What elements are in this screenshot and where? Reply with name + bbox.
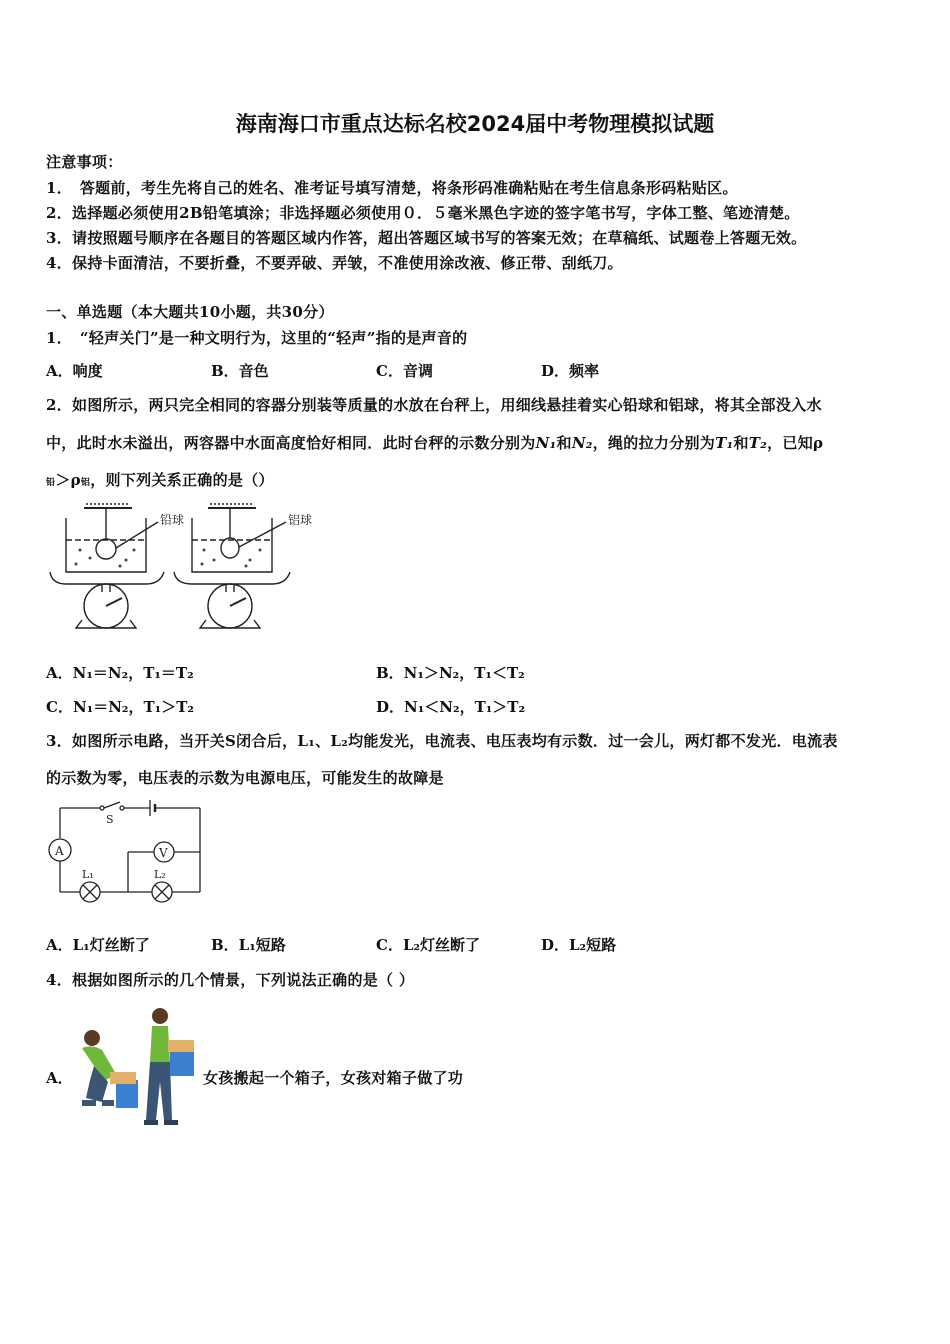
notice-item-1: 1． 答题前，考生先将自己的姓名、准考证号填写清楚，将条形码准确粘贴在考生信息条形码粘贴区。 (46, 179, 738, 197)
q2-line2 (46, 432, 823, 453)
q2-option-c: C．N₁＝N₂，T₁＞T₂ (46, 698, 194, 716)
q2-line1: 2．如图所示，两只完全相同的容器分别装等质量的水放在台秤上，用细线悬挂着实心铅球和铝球，将其全部没入水 (46, 396, 822, 414)
ammeter-label: A (55, 844, 64, 858)
q2-line2-c: ，绳的拉力分别为 (592, 434, 716, 452)
q3-option-d: D．L₂短路 (541, 936, 617, 954)
q3-option-b: B．L₁短路 (211, 936, 286, 954)
q2-line2-e: ，已知ρ (767, 434, 824, 452)
notice-item-3: 3．请按照题号顺序在各题目的答题区域内作答，超出答题区域书写的答案无效；在草稿纸、试题卷上答题无效。 (46, 229, 807, 247)
section-heading: 一、单选题（本大题共10小题，共30分） (46, 303, 334, 321)
switch-label: S (106, 813, 114, 826)
q2-option-b: B．N₁＞N₂，T₁＜T₂ (376, 664, 525, 682)
notice-heading: 注意事项： (46, 153, 123, 171)
q3-circuit-diagram (44, 798, 209, 906)
q3-line1: 3．如图所示电路，当开关S闭合后，L₁、L₂均能发光，电流表、电压表均有示数．过一会儿，两灯都不发光．电流表 (46, 732, 838, 750)
q3-option-a: A．L₁灯丝断了 (46, 936, 150, 954)
label-lead-ball: 铅球 (160, 513, 185, 527)
q2-sym-n1: N₁ (535, 434, 557, 452)
page-title: 海南海口市重点达标名校2024届中考物理模拟试题 (235, 112, 715, 136)
q2-scales-figure (46, 500, 336, 635)
q2-sub-lead: 铅 (46, 478, 56, 488)
q4-option-a-text: 女孩搬起一个箱子，女孩对箱子做了功 (203, 1069, 464, 1087)
q2-line2-b: 和 (556, 434, 572, 452)
q2-gt-rho: ＞ρ (55, 471, 81, 489)
q1-option-b: B．音色 (211, 362, 269, 380)
q1-option-d: D．频率 (541, 362, 600, 380)
lamp2-label: L₂ (154, 868, 166, 881)
q2-line2-a: 中，此时水未溢出，两容器中水面高度恰好相同．此时台秤的示数分别为 (46, 434, 536, 452)
q2-line2-d: 和 (733, 434, 749, 452)
notice-item-2: 2．选择题必须使用2B铅笔填涂；非选择题必须使用０．５毫米黑色字迹的签字笔书写，字体工整、笔迹清楚。 (46, 204, 800, 222)
q2-line3 (46, 469, 274, 490)
notice-item-4: 4．保持卡面清洁，不要折叠，不要弄破、弄皱，不准使用涂改液、修正带、刮纸刀。 (46, 254, 623, 272)
q4-option-a-label: A． (46, 1069, 73, 1087)
q4-stem: 4．根据如图所示的几个情景，下列说法正确的是（ ） (46, 971, 415, 989)
q3-line2: 的示数为零，电压表的示数为电源电压，可能发生的故障是 (46, 769, 444, 787)
q2-sub-al: 铝 (80, 478, 91, 488)
q1-option-a: A．响度 (46, 362, 103, 380)
q2-sym-t1: T₁ (715, 434, 734, 452)
q1-option-c: C．音调 (376, 362, 433, 380)
lamp1-label: L₁ (82, 868, 94, 881)
q3-option-c: C．L₂灯丝断了 (376, 936, 481, 954)
q1-stem: 1． “轻声关门”是一种文明行为，这里的“轻声”指的是声音的 (46, 329, 468, 347)
label-aluminum-ball: 铝球 (288, 513, 313, 527)
q2-option-d: D．N₁＜N₂，T₁＞T₂ (376, 698, 526, 716)
girl-lifting-box-illustration (72, 1004, 200, 1128)
voltmeter-label: V (159, 846, 168, 860)
q2-option-a: A．N₁＝N₂，T₁＝T₂ (46, 664, 194, 682)
q2-sym-n2: N₂ (571, 434, 593, 452)
q2-sym-t2: T₂ (748, 434, 768, 452)
q2-line3-rest: ，则下列关系正确的是（） (90, 471, 274, 489)
